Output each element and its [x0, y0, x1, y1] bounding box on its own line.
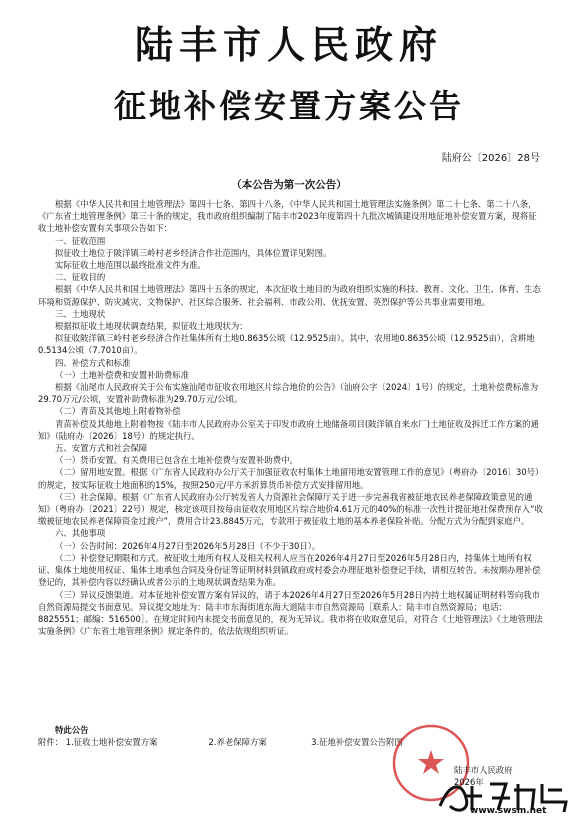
paragraph: 根据《汕尾市人民政府关于公布实施汕尾市征收农用地区片综合地价的公告》（汕府公字〔2024〕1号）的规定，土地补偿费标准为29.70万元/公顷，安置补助费标准为29.70万元/公顷。	[38, 382, 539, 405]
subsection-heading: （一）土地补偿费和安置补助费标准	[55, 369, 189, 380]
attachment-item: 1.征收土地补偿安置方案	[65, 737, 158, 747]
paragraph: （三）异议反馈渠道。对本征地补偿安置方案有异议的，请于本2026年4月27日至2026年5月28日内持土地权属证明材料等向我市自然资源局提交书面意见。异议提交地址为：陆丰市东海街道东海大道陆丰市自然资源局［联系人：陆丰市自然资源局；电话：8825551；邮编：516500］。在规定时间内未提交书面意见的，视为无异议。我市将在收取意见后，对符合《土地管理法》《土地管理法实施条例》《广东省土地管理条例》规定条件的，依法依规组织听证。	[38, 589, 543, 637]
attachment-item: 3.征地补偿安置公告附图	[311, 737, 403, 747]
paragraph: （一）货币安置。有关费用已包含在土地补偿费与安置补助费中。	[55, 455, 298, 466]
paragraph: 根据拟征收土地现状调查结果，拟征收土地现状为：	[55, 321, 248, 332]
section-heading: 五、安置方式和社会保障	[55, 443, 148, 454]
section-heading: 一、征收范围	[55, 235, 106, 246]
announcement-body	[38, 198, 543, 637]
paragraph: 实际征收土地范围以最终批准文件为准。	[55, 260, 206, 271]
attachments-label: 附件：	[38, 737, 64, 747]
sign-date: 2026年	[454, 777, 484, 787]
paragraph: （一）公告时间：2026年4月27日至2026年5月28日（不少于30日）。	[55, 540, 321, 551]
page-title: 陆丰市人民政府	[134, 23, 443, 67]
paragraph: 拟征收陂洋镇三岭村老乡经济合作社集体所有土地0.8635公顷（12.9525亩）。其中，农用地0.8635公顷（12.9525亩），含耕地0.5134公顷（7.7010亩）。	[38, 333, 535, 356]
watermark-url: www.swsm.net	[470, 806, 547, 816]
paragraph: （二）补偿登记期限和方式。被征收土地所有权人及相关权利人应当在2026年4月27日至2026年5月28日内，持集体土地所有权证、集体土地使用权证、集体土地承包合同及身份证等证明材料到镇政府或村委会办理征地补偿登记手续，请相互转告。未按期办理补偿登记的，其补偿内容以经确认或者公示的土地现状调查结果为准。	[38, 552, 541, 588]
section-heading: 六、其他事项	[55, 528, 106, 539]
document-number: 陆府公〔2026〕28号	[441, 153, 540, 164]
first-notice-label: （本公告为第一次公告）	[231, 179, 347, 191]
paragraph: （二）留用地安置。根据《广东省人民政府办公厅关于加强征收农村集体土地留用地安置管理工作的意见》（粤府办〔2016〕30号）的规定，按实际征收土地面积的15%，按照250元/平方米折算货币补偿方式安排留用地。	[38, 467, 540, 490]
special-notice: 特此公告	[55, 725, 89, 735]
paragraph: 拟征收土地位于陂洋镇三岭村老乡经济合作社范围内，具体位置详见附图。	[55, 247, 332, 258]
section-heading: 二、征收目的	[55, 272, 106, 283]
section-heading: 四、补偿方式和标准	[55, 357, 131, 368]
paragraph: 青苗补偿及其他地上附着物按《陆丰市人民政府办公室关于印发市政府土地储备项目(陂洋镇自来水厂)土地征收及拆迁工作方案的通知》（陆府办〔2026〕18号）的规定执行。	[38, 418, 539, 441]
page-subtitle: 征地补偿安置方案公告	[113, 87, 464, 125]
subsection-heading: （二）青苗及其他地上附着物补偿	[55, 406, 181, 417]
attachment-item: 2.养老保障方案	[208, 737, 267, 747]
paragraph: 根据《中华人民共和国土地管理法》第四十七条、第四十八条，《中华人民共和国土地管理法实施条例》第二十七条、第二十八条，《广东省土地管理条例》第三十条的规定，我市政府组织编制了陆丰市2023年度第四十九批次城镇建设用地征地补偿安置方案，现将征收土地补偿安置有关事项公告如下：	[38, 199, 537, 234]
paragraph: （三）社会保障。根据《广东省人民政府办公厅转发省人力资源社会保障厅关于进一步完善我省被征地农民养老保障政策意见的通知》（粤府办〔2021〕22号）规定，核定该项目按每亩征收农用地区片综合地价4.61万元的40%的标准一次性计提征地社保费预存入“收缴被征地农民养老保障资金过渡户”，费用合计23.8845万元，专款用于被征收土地的基本养老保险补贴。分配方式为分配到家庭户。	[38, 491, 543, 527]
paragraph: 根据《中华人民共和国土地管理法》第四十五条的规定，本次征收土地目的为政府组织实施的科技、教育、文化、卫生、体育、生态环境和资源保护、防灾减灾、文物保护、社区综合服务、社会福利、市政公用、优抚安置、英烈保护等公共事业需要用地。	[38, 284, 541, 307]
section-heading: 三、土地现状	[55, 308, 106, 319]
signer-name: 陆丰市人民政府	[454, 765, 513, 775]
